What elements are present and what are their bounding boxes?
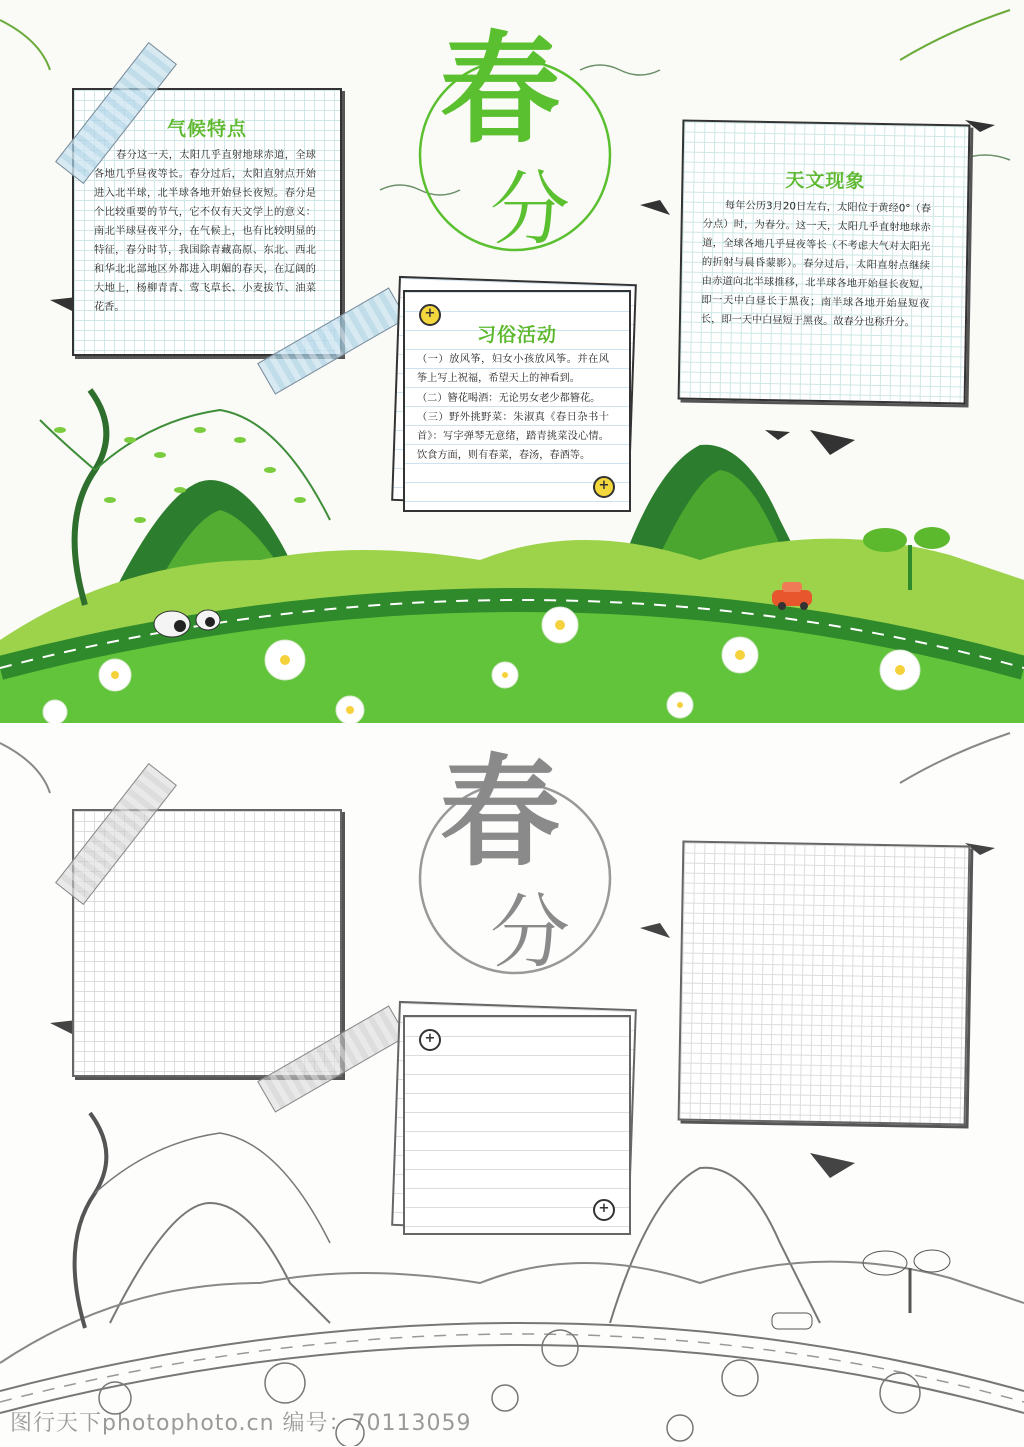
customs-panel [403, 290, 631, 512]
customs-item-1: （一）放风筝，妇女小孩放风筝。并在风筝上写上祝福，希望天上的神看到。 [417, 354, 609, 384]
title-chun-outline: 春 [440, 742, 560, 883]
customs-item-2: （二）簪花喝酒：无论男女老少都簪花。 [417, 393, 601, 404]
climate-title: 气候特点 [166, 118, 247, 140]
blank-middle-panel [403, 1015, 631, 1235]
pin-icon: + [593, 1199, 615, 1221]
title-fen-outline: 分 [490, 886, 570, 979]
colored-poster [0, 0, 1024, 723]
astronomy-text: 每年公历3月20日左右，太阳位于黄经0°（春分点）时，为春分。这一天，太阳几乎直射地球赤道，全球各地几乎昼夜等长（不考虑大气对太阳光的折射与晨昏蒙影）。春分过后，太阳直射点继续由赤道向北半球推移，北半球各地开始昼长夜短，即一天中白昼长于黑夜；南半球各地开始昼短夜长，即一天中白昼短于黑夜。故春分也称升分。 [700, 200, 932, 329]
outline-poster [0, 723, 1024, 1446]
customs-item-3: （三）野外挑野菜：朱淑真《春日杂书十首》：写字弹琴无意绪，踏青挑菜没心情。饮食方面，则有春菜，春汤，春酒等。 [417, 412, 609, 461]
title-chun: 春 [440, 19, 560, 160]
pin-icon: + [419, 1029, 441, 1051]
astronomy-panel [678, 120, 971, 405]
title-fen: 分 [490, 163, 570, 256]
blank-right-panel [678, 841, 971, 1126]
watermark: 图行天下photophoto.cn 编号：70113059 [10, 1411, 472, 1436]
climate-text: 春分这一天，太阳几乎直射地球赤道，全球各地几乎昼夜等长。春分过后，太阳直射点开始进入北半球，北半球各地开始昼长夜短。春分是个比较重要的节气，它不仅有天文学上的意义：南北半球昼夜平分，在气候上，也有比较明显的特征，春分时节，我国除青藏高原、东北、西北和华北北部地区外都进入明媚的春天，在辽阔的大地上，杨柳青青、莺飞草长、小麦拔节、油菜花香。 [94, 150, 316, 313]
astronomy-title: 天文现象 [785, 169, 866, 193]
pin-icon: + [419, 304, 441, 326]
customs-title: 习俗活动 [476, 324, 557, 346]
pin-icon: + [593, 476, 615, 498]
